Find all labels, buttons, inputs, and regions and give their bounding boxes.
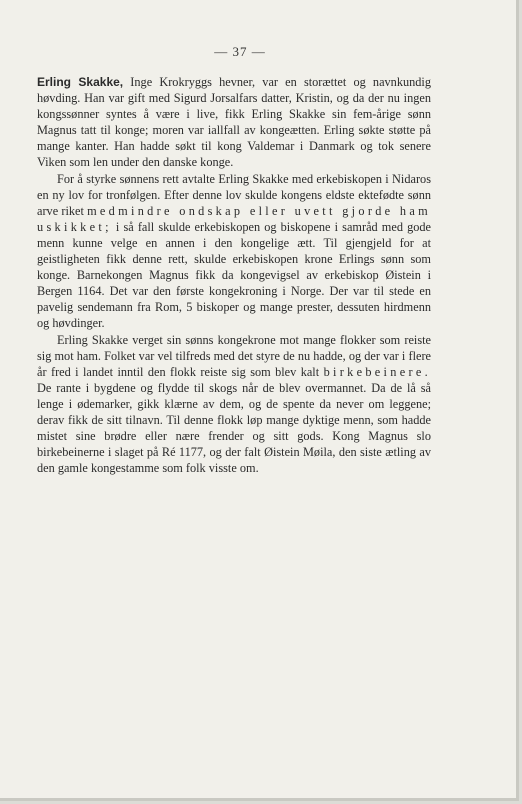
- paragraph-3-spaced-text: birkebeinere.: [323, 364, 431, 379]
- paragraph-2: [37, 171, 431, 332]
- paragraph-3-text-b: De rante i bygdene og flydde til skogs når de blev overmannet. Da de lå så lenge i ødemarker, gikk klærne av dem, og de spente da never om leggene; derav fikk de sitt tilnavn. Til denne flokk løp mange dyktige menn, som hadde mistet sine brødre eller nære frender og sitt gods. Kong Magnus slo birkebeinerne i slaget på Ré 1177, og der falt Øistein Møila, den siste ætling av den gamle kongestamme som folk visste om.: [37, 380, 431, 476]
- paragraph-3: [37, 332, 431, 477]
- paragraph-1-text: Inge Krokryggs hevner, var en storættet og navnkundig høvding. Han var gift med Sigurd Jorsalfars datter, Kristin, og da der nu ingen kongssønner syntes å være i live, fikk Erling Skakke sin fem-årige sønn Magnus tatt til konge; moren var iallfall av kongeætten. Erling søkte støtte på mange kanter. Han hadde søkt til kong Valdemar i Danmark og tok senere Viken som len under den danske konge.: [37, 75, 431, 170]
- paragraph-2-spaced-text: medmindre ondskap eller uvett gjorde ham uskikket;: [37, 203, 431, 234]
- page-number: — 37 —: [214, 44, 266, 59]
- body-text: [37, 74, 431, 476]
- paragraph-1-bold-name: Erling Skakke,: [37, 75, 124, 89]
- paragraph-2-text-a: For å styrke sønnens rett avtalte Erling Skakke med erkebiskopen i Nidaros en ny lov for tronfølgen. Efter denne lov skulde kongens eldste ektefødte sønn arve riket: [37, 171, 431, 218]
- paragraph-3-text-a: Erling Skakke verget sin sønns kongekrone mot mange flokker som reiste sig mot ham. Folket var vel tilfreds med det styre de nu hadde, og der var i flere år fred i landet inntil den flokk reiste sig som blev kalt: [37, 332, 431, 379]
- paragraph-1: [37, 74, 431, 171]
- paragraph-2-text-b: i så fall skulde erkebiskopen og biskopene i samråd med gode menn kunne velge en annen i den kongelige ætt. Til gjengjeld for at geistligheten fikk denne rett, skulde erkebiskopen krone Erlings sønn som konge. Barnekongen Magnus fikk da kongevigsel av erkebiskop Øistein i Bergen 1164. Det var den første kongekroning i Norge. Der var til stede en pavelig sendemann fra Rom, 5 biskoper og mange prester, dessuten hirdmenn og høvdinger.: [37, 219, 431, 331]
